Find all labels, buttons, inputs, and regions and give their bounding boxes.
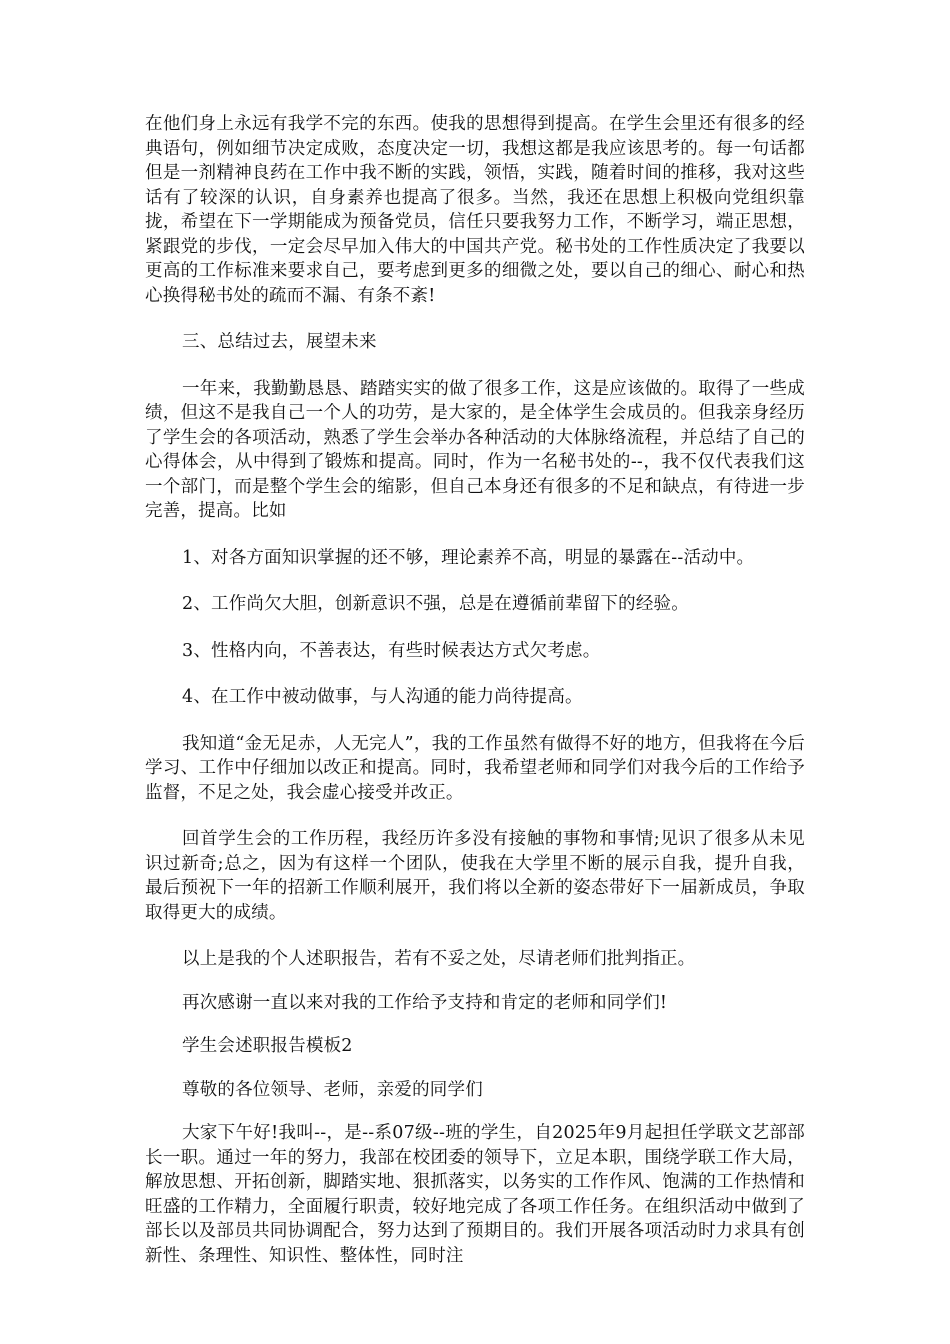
paragraph-looking-back: 回首学生会的工作历程，我经历许多没有接触的事物和事情;见识了很多从未见识过新奇;总之，因为有这样一个团队，使我在大学里不断的展示自我，提升自我，最后预祝下一年的招新工作顺利展开，我们将以全新的姿态带好下一届新成员，争取取得更大的成绩。 [145, 829, 805, 923]
list-item-1: 1、对各方面知识掌握的还不够，理论素养不高，明显的暴露在--活动中。 [182, 547, 755, 568]
paragraph-improvement: 我知道“金无足赤，人无完人”，我的工作虽然有做得不好的地方，但我将在今后学习、工作中仔细加以改正和提高。同时，我希望老师和同学们对我今后的工作给予监督，不足之处，我会虚心接受并改正。 [145, 733, 805, 803]
paragraph-closing: 以上是我的个人述职报告，若有不妥之处，尽请老师们批判指正。 [182, 949, 696, 969]
paragraph-thanks: 再次感谢一直以来对我的工作给予支持和肯定的老师和同学们! [182, 992, 668, 1013]
paragraph-thoughts: 在他们身上永远有我学不完的东西。使我的思想得到提高。在学生会里还有很多的经典语句，例如细节决定成败，态度决定一切，我想这都是我应该思考的。每一句话都但是一剂精神良药在工作中我不断的实践，领悟，实践，随着时间的推移，我对这些话有了较深的认识，自身素养也提高了很多。当然，我还在思想上积极向党组织靠拢，希望在下一学期能成为预备党员，信任只要我努力工作，不断学习，端正思想，紧跟党的步伐，一定会尽早加入伟大的中国共产党。秘书处的工作性质决定了我要以更高的工作标准来要求自己，要考虑到更多的细微之处，要以自己的细心、耐心和热心换得秘书处的疏而不漏、有条不紊! [145, 114, 805, 306]
list-item-4: 4、在工作中被动做事，与人沟通的能力尚待提高。 [182, 687, 583, 707]
paragraph-year-review: 一年来，我勤勤恳恳、踏踏实实的做了很多工作，这是应该做的。取得了一些成绩，但这不是我自己一个人的功劳，是大家的，是全体学生会成员的。但我亲身经历了学生会的各项活动，熟悉了学生会举办各种活动的大体脉络流程，并总结了自己的心得体会，从中得到了锻炼和提高。同时，作为一名秘书处的--，我不仅代表我们这一个部门，而是整个学生会的缩影，但自己本身还有很多的不足和缺点，有待进一步完善，提高。比如 [145, 378, 805, 521]
paragraph-introduction: 大家下午好!我叫--，是--系07级--班的学生，自2025年9月起担任学联文艺部部长一职。通过一年的努力，我部在校团委的领导下，立足本职，围绕学联工作大局，解放思想、开拓创新，脚踏实地、狠抓落实，以务实的工作作风、饱满的工作热情和旺盛的工作精力，全面履行职责，较好地完成了各项工作任务。在组织活动中做到了部长以及部员共同协调配合，努力达到了预期目的。我们开展各项活动时力求具有创新性、条理性、知识性、整体性，同时注 [145, 1123, 805, 1266]
list-item-2: 2、工作尚欠大胆，创新意识不强，总是在遵循前辈留下的经验。 [182, 594, 689, 614]
salutation: 尊敬的各位领导、老师，亲爱的同学们 [182, 1079, 483, 1100]
template-title: 学生会述职报告模板2 [182, 1036, 353, 1056]
section-heading-summary: 三、总结过去，展望未来 [182, 332, 377, 352]
list-item-3: 3、性格内向，不善表达，有些时候表达方式欠考虑。 [182, 640, 601, 661]
document-body [145, 112, 805, 1268]
